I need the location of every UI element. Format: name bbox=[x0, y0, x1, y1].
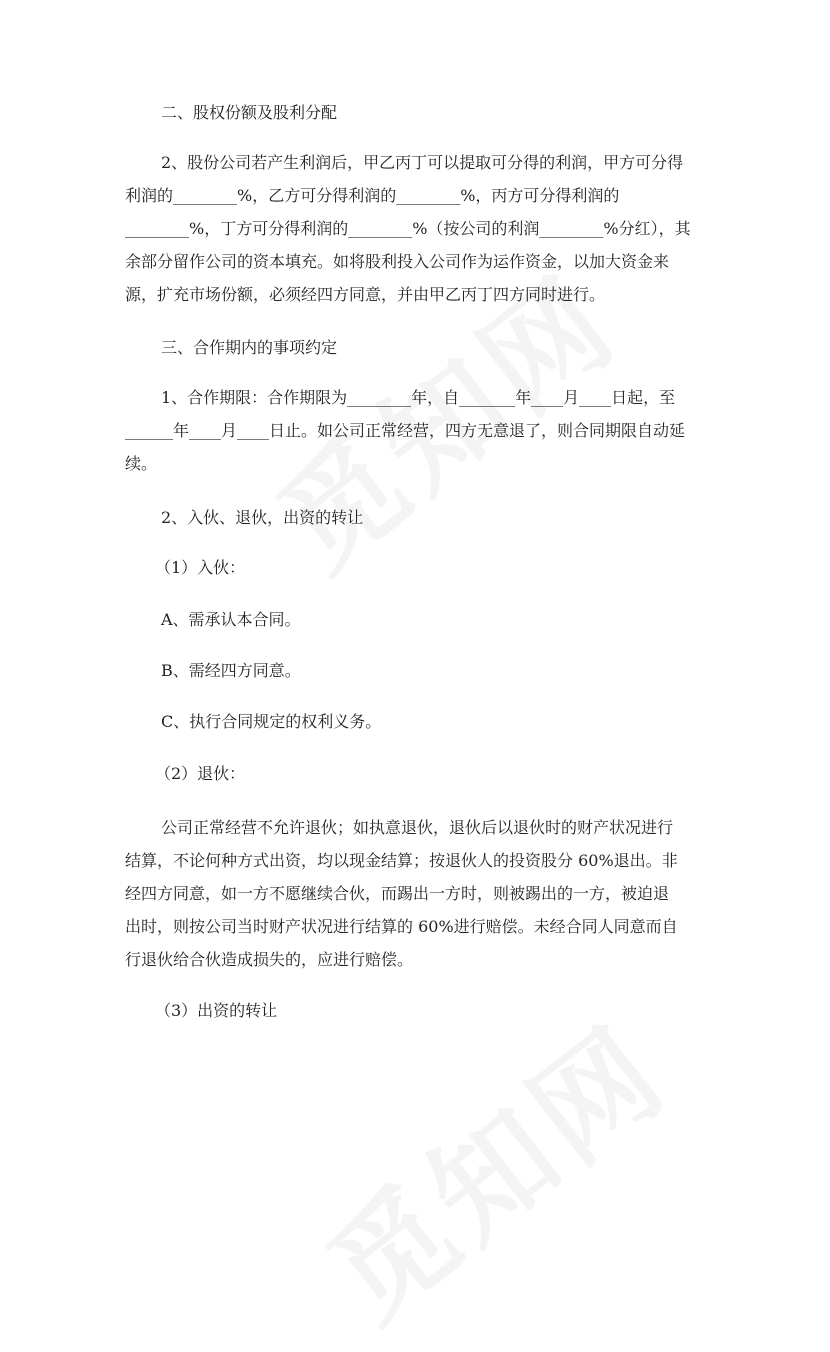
paragraph-line: ______年____月____日止。如公司正常经营，四方无意退了，则合同期限自动延 bbox=[125, 421, 686, 440]
watermark-bottom bbox=[288, 980, 696, 1352]
list-item: A、需承认本合同。 bbox=[161, 610, 301, 629]
section-heading-3: 三、合作期内的事项约定 bbox=[161, 338, 338, 357]
paragraph-line: 余部分留作公司的资本填充。如将股利投入公司作为运作资金，以加大资金来 bbox=[125, 252, 670, 271]
paragraph-line: 行退伙给合伙造成损失的，应进行赔偿。 bbox=[125, 950, 414, 969]
paragraph-line: 出时，则按公司当时财产状况进行结算的 60%进行赔偿。未经合同人同意而自 bbox=[125, 917, 678, 936]
paragraph-line: 2、股份公司若产生利润后，甲乙丙丁可以提取可分得的利润，甲方可分得 bbox=[161, 153, 684, 172]
subheading: （2）退伙： bbox=[155, 764, 246, 783]
paragraph-line: 利润的________%，乙方可分得利润的________%，丙方可分得利润的 bbox=[125, 186, 620, 205]
list-item: B、需经四方同意。 bbox=[161, 661, 301, 680]
paragraph-line: 续。 bbox=[125, 454, 158, 473]
subheading: （1）入伙： bbox=[155, 558, 246, 577]
paragraph-line: 结算，不论何种方式出资，均以现金结算；按退伙人的投资股分 60%退出。非 bbox=[125, 851, 678, 870]
list-item: C、执行合同规定的权利义务。 bbox=[161, 712, 382, 731]
paragraph-line: 1、合作期限：合作期限为________年，自_______年____月____日起，至 bbox=[161, 388, 676, 407]
paragraph-line: 源，扩充市场份额，必须经四方同意，并由甲乙丙丁四方同时进行。 bbox=[125, 285, 606, 304]
subheading: （3）出资的转让 bbox=[155, 1001, 278, 1020]
paragraph-line: ________%，丁方可分得利润的________%（按公司的利润________%分红），其 bbox=[125, 219, 691, 238]
paragraph-line: 公司正常经营不允许退伙；如执意退伙，退伙后以退伙时的财产状况进行 bbox=[161, 818, 674, 837]
paragraph-line: 经四方同意，如一方不愿继续合伙，而踢出一方时，则被踢出的一方，被迫退 bbox=[125, 884, 670, 903]
section-heading-2: 二、股权份额及股利分配 bbox=[161, 103, 338, 122]
subheading: 2、入伙、退伙，出资的转让 bbox=[161, 508, 364, 527]
